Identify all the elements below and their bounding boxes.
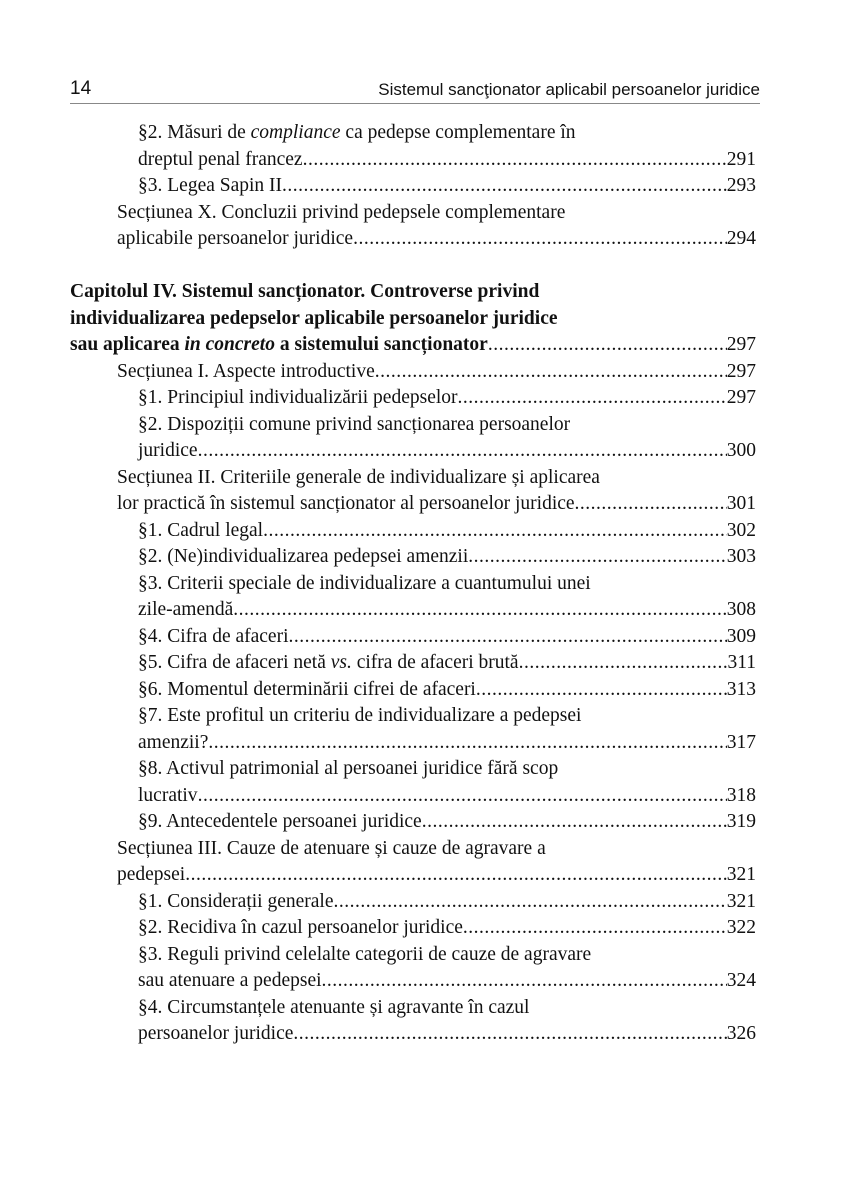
dot-leader	[353, 226, 727, 253]
title-text: §3. Legea Sapin II	[138, 175, 283, 196]
toc-entry-line	[138, 995, 756, 1022]
toc-entry-title	[117, 838, 546, 859]
toc-entry-title	[70, 281, 539, 302]
title-text: Secțiunea X. Concluzii privind pedepsele complementare	[117, 201, 566, 223]
toc-entry-line	[138, 518, 756, 545]
toc-entry-title	[138, 997, 529, 1018]
title-text: §2. Recidiva în cazul persoanelor juridice	[138, 917, 463, 938]
dot-leader	[185, 862, 727, 889]
title-text: lor practică în sistemul sancționator al persoanelor juridice	[117, 493, 575, 514]
toc-page-number: 321	[726, 890, 756, 912]
toc-entry-title	[138, 758, 558, 779]
toc-entry-line	[138, 650, 756, 677]
title-text: §3. Criterii speciale de individualizare a cuantumului unei	[138, 572, 591, 594]
toc-entry-title	[138, 385, 458, 412]
toc-entry-line	[138, 412, 756, 439]
toc-subsection[interactable]	[70, 809, 756, 836]
title-text: persoanelor juridice	[138, 1023, 294, 1044]
dot-leader	[575, 491, 727, 518]
dot-leader	[293, 1021, 726, 1048]
toc-entry-line	[70, 279, 756, 306]
toc-page-number: 324	[726, 970, 756, 991]
toc-entry-title	[138, 173, 282, 200]
dot-leader	[458, 385, 727, 412]
dot-leader	[333, 889, 726, 916]
title-text: Secțiunea II. Criteriile generale de individualizare și aplicarea	[117, 466, 600, 488]
toc-entry-line	[138, 915, 756, 942]
toc-subsection[interactable]	[70, 650, 756, 677]
toc-entry-title	[138, 414, 570, 435]
toc-page-number: 293	[726, 175, 756, 196]
toc-entry-title	[117, 491, 575, 518]
toc-entry-line	[138, 624, 756, 651]
title-text: Secțiunea III. Cauze de atenuare și cauze de agravare a	[117, 837, 546, 859]
toc-entry-title	[70, 308, 558, 329]
toc-page-number: 297	[726, 360, 756, 382]
toc-entry-title	[138, 147, 303, 174]
toc-entry-line	[138, 1021, 756, 1048]
toc-entry-title	[138, 518, 263, 545]
toc-entry-title	[138, 730, 208, 757]
toc-page-number: 302	[726, 519, 756, 541]
toc-entry-title	[138, 968, 322, 995]
title-text: sau atenuare a pedepsei	[138, 970, 322, 991]
italic-term: vs.	[330, 652, 352, 673]
dot-leader	[289, 624, 727, 651]
dot-leader	[282, 173, 727, 200]
toc-chapter[interactable]	[70, 279, 756, 359]
toc-subsection[interactable]	[70, 703, 756, 756]
title-text: §2. (Ne)individualizarea pedepsei amenzii	[138, 546, 469, 567]
toc-subsection[interactable]	[70, 544, 756, 571]
toc-entry-line	[138, 438, 756, 465]
title-text: §8. Activul patrimonial al persoanei juridice fără scop	[138, 758, 559, 779]
toc-entry-line	[138, 597, 756, 624]
toc-entry-title	[138, 573, 591, 594]
title-text: ca pedepse complementare în	[340, 122, 576, 143]
dot-leader	[263, 518, 727, 545]
toc-page-number: 321	[726, 864, 756, 885]
toc-entry-title	[138, 944, 591, 965]
toc-entry-line	[117, 491, 756, 518]
toc-entry-line	[70, 306, 756, 333]
title-text: sau aplicarea	[70, 334, 185, 355]
title-text: Secțiunea I. Aspecte introductive	[117, 360, 375, 382]
toc-subsection[interactable]	[70, 412, 756, 465]
toc-page-number: 297	[726, 334, 756, 355]
toc-page-number: 301	[726, 493, 756, 514]
dot-leader	[488, 332, 727, 359]
toc-entry-line	[138, 968, 756, 995]
toc-entry-title	[138, 705, 581, 726]
title-text: zile-amendă	[138, 599, 234, 620]
dot-leader	[198, 783, 727, 810]
title-text: §6. Momentul determinării cifrei de afaceri	[138, 678, 476, 700]
toc-entry-line	[117, 359, 756, 386]
toc-entry-line	[138, 571, 756, 598]
toc-entry-line	[138, 942, 756, 969]
toc-entry-title	[138, 650, 519, 677]
toc-page-number: 317	[726, 731, 756, 753]
toc-entry-line	[138, 677, 756, 704]
toc-entry-title	[117, 359, 375, 386]
dot-leader	[476, 677, 727, 704]
toc-section[interactable]	[70, 359, 756, 386]
toc-entry-title	[138, 438, 198, 465]
toc-subsection[interactable]	[70, 677, 756, 704]
title-text: §2. Măsuri de	[138, 122, 251, 143]
toc-entry-title	[138, 544, 468, 571]
toc-entry-line	[138, 703, 756, 730]
toc-entry-line	[117, 862, 756, 889]
dot-leader	[519, 650, 728, 677]
toc-subsection[interactable]	[70, 385, 756, 412]
toc-entry-line	[117, 836, 756, 863]
toc-page-number: 309	[726, 625, 756, 647]
toc-entry-line	[138, 756, 756, 783]
toc-section[interactable]	[70, 836, 756, 889]
toc-entry-title	[117, 862, 185, 889]
title-text: §1. Cadrul legal	[138, 519, 264, 541]
running-title: Sistemul sancţionator aplicabil persoanelor juridice	[378, 80, 760, 99]
toc-subsection[interactable]	[70, 624, 756, 651]
title-text: dreptul penal francez	[138, 148, 303, 170]
toc-entry-line	[138, 730, 756, 757]
title-text: §4. Circumstanțele atenuante și agravante în cazul	[138, 996, 530, 1018]
title-text: §9. Antecedentele persoanei juridice	[138, 811, 422, 832]
title-text: lucrativ	[138, 784, 198, 806]
toc-subsection[interactable]	[70, 571, 756, 624]
title-text: a sistemului sancționator	[274, 334, 488, 355]
page-number: 14	[70, 78, 92, 99]
italic-term: compliance	[250, 122, 341, 143]
toc-entry-title	[138, 915, 463, 942]
title-text: juridice	[138, 440, 198, 461]
toc-subsection[interactable]	[70, 518, 756, 545]
toc-page-number: 308	[726, 599, 756, 620]
dot-leader	[422, 809, 727, 836]
toc-subsection[interactable]	[70, 995, 756, 1048]
title-text: §1. Considerații generale	[138, 890, 334, 912]
dot-leader	[208, 730, 726, 757]
toc-entry-line	[138, 173, 756, 200]
toc-entry-title	[70, 332, 488, 359]
toc-entry-line	[138, 120, 756, 147]
toc-entry-line	[70, 332, 756, 359]
title-text: §1. Principiul individualizării pedepselor	[138, 387, 458, 408]
toc-subsection[interactable]	[70, 889, 756, 916]
toc-entry-title	[138, 783, 198, 810]
toc-entry-title	[117, 226, 353, 253]
title-text: amenzii?	[138, 731, 209, 753]
toc-entry-line	[117, 465, 756, 492]
dot-leader	[303, 147, 727, 174]
toc-page-number: 303	[726, 546, 756, 567]
toc-entry-line	[138, 783, 756, 810]
toc-page-number: 291	[726, 148, 756, 170]
toc-entry-title	[138, 1021, 293, 1048]
toc-entry-title	[138, 122, 576, 143]
toc-section[interactable]	[70, 200, 756, 253]
toc-page-number: 300	[726, 440, 756, 461]
toc-entry-title	[117, 467, 600, 488]
toc-entry-title	[138, 677, 476, 704]
title-text: §4. Cifra de afaceri	[138, 625, 289, 647]
toc-page-number: 297	[726, 387, 756, 408]
dot-leader	[198, 438, 727, 465]
toc-page-number: 318	[726, 784, 756, 806]
running-header	[70, 74, 760, 104]
title-text: Capitolul IV. Sistemul sancționator. Controverse privind	[70, 281, 540, 302]
toc-page-number: 313	[726, 678, 756, 700]
toc-subsection[interactable]	[70, 756, 756, 809]
toc-page-number: 322	[726, 917, 756, 938]
toc-entry-title	[138, 889, 333, 916]
toc-entry-line	[117, 200, 756, 227]
toc-subsection[interactable]	[70, 120, 756, 173]
toc-entry-title	[138, 597, 233, 624]
toc-subsection[interactable]	[70, 942, 756, 995]
toc-entry-title	[117, 202, 565, 223]
title-text: cifra de afaceri brută	[351, 652, 519, 673]
toc-entry-line	[138, 385, 756, 412]
title-text: aplicabile persoanelor juridice	[117, 228, 354, 249]
dot-leader	[463, 915, 727, 942]
table-of-contents	[70, 120, 756, 1048]
toc-entry-line	[138, 147, 756, 174]
toc-page-number: 319	[726, 811, 756, 832]
toc-page-number: 311	[727, 652, 756, 673]
toc-subsection[interactable]	[70, 173, 756, 200]
toc-page-number: 326	[726, 1023, 756, 1044]
toc-entry-line	[138, 809, 756, 836]
toc-entry-line	[138, 889, 756, 916]
italic-term: in concreto	[184, 334, 275, 355]
toc-entry-title	[138, 624, 289, 651]
title-text: individualizarea pedepselor aplicabile persoanelor juridice	[70, 307, 558, 329]
toc-entry-title	[138, 809, 422, 836]
dot-leader	[375, 359, 727, 386]
title-text: §3. Reguli privind celelalte categorii de cauze de agravare	[138, 943, 592, 965]
title-text: §2. Dispoziții comune privind sancționarea persoanelor	[138, 413, 571, 435]
toc-page-number: 294	[726, 228, 756, 249]
toc-entry-line	[138, 544, 756, 571]
dot-leader	[233, 597, 726, 624]
dot-leader	[468, 544, 726, 571]
title-text: §5. Cifra de afaceri netă	[138, 652, 331, 673]
title-text: pedepsei	[117, 864, 186, 885]
title-text: §7. Este profitul un criteriu de individualizare a pedepsei	[138, 705, 582, 726]
dot-leader	[322, 968, 727, 995]
toc-section[interactable]	[70, 465, 756, 518]
toc-subsection[interactable]	[70, 915, 756, 942]
toc-entry-line	[117, 226, 756, 253]
